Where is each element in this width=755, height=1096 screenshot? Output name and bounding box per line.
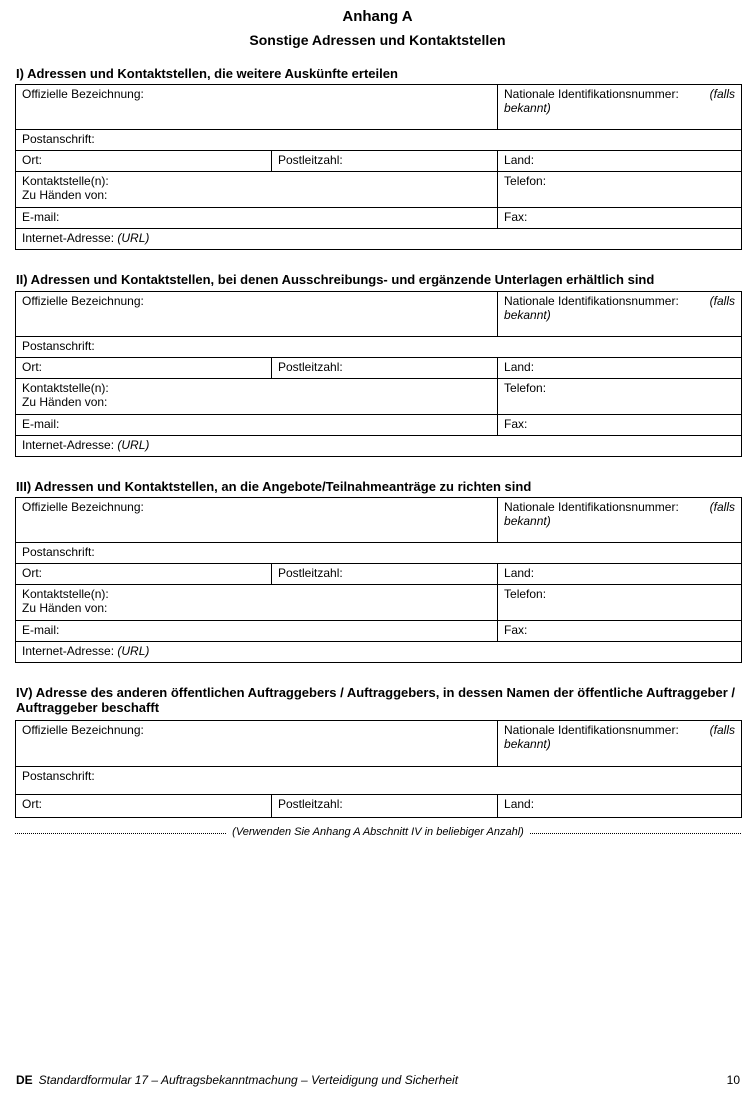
postal-code-label: Postleitzahl: bbox=[278, 797, 343, 811]
fax-field[interactable] bbox=[498, 415, 742, 436]
section-2-heading: II) Adressen und Kontaktstellen, bei denen Ausschreibungs- und ergänzende Unterlagen erhältlich sind bbox=[16, 272, 655, 287]
official-name-field[interactable] bbox=[16, 85, 498, 130]
postal-address-label: Postanschrift: bbox=[22, 132, 95, 146]
footer-lang: DE bbox=[16, 1073, 33, 1087]
url-note: (URL) bbox=[117, 438, 150, 452]
email-field[interactable] bbox=[16, 415, 498, 436]
contact-point-label: Kontaktstelle(n): bbox=[22, 174, 109, 188]
footer-title-block bbox=[16, 1073, 458, 1087]
email-label: E-mail: bbox=[22, 417, 60, 431]
postal-code-field[interactable] bbox=[272, 358, 498, 379]
national-id-text: Nationale Identifikationsnummer: bbox=[504, 500, 679, 514]
official-name-field[interactable] bbox=[16, 292, 498, 337]
page-subtitle: Sonstige Adressen und Kontaktstellen bbox=[249, 32, 506, 48]
contact-point-label: Kontaktstelle(n): bbox=[22, 587, 109, 601]
postal-address-field[interactable] bbox=[16, 337, 742, 358]
dotted-leader-right bbox=[530, 833, 741, 834]
dotted-leader-left bbox=[15, 833, 226, 834]
contact-point-label: Kontaktstelle(n): bbox=[22, 381, 109, 395]
national-id-note-2: bekannt) bbox=[504, 308, 551, 322]
national-id-field[interactable] bbox=[498, 85, 742, 130]
national-id-note-1: (falls bbox=[709, 723, 736, 737]
internet-label: Internet-Adresse: bbox=[22, 438, 115, 452]
telephone-field[interactable] bbox=[498, 172, 742, 208]
country-field[interactable] bbox=[498, 564, 742, 585]
attention-label: Zu Händen von: bbox=[22, 601, 108, 615]
fax-label: Fax: bbox=[504, 623, 528, 637]
official-name-label: Offizielle Bezeichnung: bbox=[22, 500, 144, 514]
page-number: 10 bbox=[726, 1073, 740, 1087]
postal-code-field[interactable] bbox=[272, 151, 498, 172]
attention-label: Zu Händen von: bbox=[22, 395, 108, 409]
internet-label: Internet-Adresse: bbox=[22, 644, 115, 658]
postal-code-label: Postleitzahl: bbox=[278, 360, 343, 374]
telephone-label: Telefon: bbox=[504, 587, 547, 601]
national-id-note-1: (falls bbox=[709, 500, 736, 514]
national-id-label bbox=[504, 294, 735, 308]
country-field[interactable] bbox=[498, 795, 742, 818]
section-4-heading: IV) Adresse des anderen öffentlichen Auftraggebers / Auftraggebers, in dessen Namen der öffentliche Auftraggeber / Auftraggeber beschafft bbox=[16, 685, 735, 715]
section-2-table bbox=[15, 291, 742, 457]
postal-address-label: Postanschrift: bbox=[22, 339, 95, 353]
postal-address-label: Postanschrift: bbox=[22, 769, 95, 783]
national-id-label bbox=[504, 723, 735, 737]
postal-address-field[interactable] bbox=[16, 130, 742, 151]
fax-label: Fax: bbox=[504, 210, 528, 224]
url-note: (URL) bbox=[117, 644, 150, 658]
telephone-field[interactable] bbox=[498, 585, 742, 621]
contact-point-field[interactable] bbox=[16, 379, 498, 415]
town-field[interactable] bbox=[16, 564, 272, 585]
section-1-heading: I) Adressen und Kontaktstellen, die weitere Auskünfte erteilen bbox=[16, 66, 398, 81]
internet-address-field[interactable] bbox=[16, 642, 742, 663]
national-id-text: Nationale Identifikationsnummer: bbox=[504, 87, 679, 101]
contact-point-field[interactable] bbox=[16, 172, 498, 208]
official-name-label: Offizielle Bezeichnung: bbox=[22, 294, 144, 308]
telephone-label: Telefon: bbox=[504, 174, 547, 188]
town-label: Ort: bbox=[22, 566, 42, 580]
national-id-text: Nationale Identifikationsnummer: bbox=[504, 294, 679, 308]
postal-address-field[interactable] bbox=[16, 767, 742, 795]
email-label: E-mail: bbox=[22, 623, 60, 637]
national-id-field[interactable] bbox=[498, 292, 742, 337]
page-title: Anhang A bbox=[342, 8, 413, 25]
town-label: Ort: bbox=[22, 797, 42, 811]
country-field[interactable] bbox=[498, 358, 742, 379]
national-id-label bbox=[504, 87, 735, 101]
section-4-table bbox=[15, 720, 742, 818]
page-footer bbox=[16, 1073, 740, 1087]
national-id-note-2: bekannt) bbox=[504, 737, 551, 751]
postal-code-field[interactable] bbox=[272, 795, 498, 818]
town-label: Ort: bbox=[22, 360, 42, 374]
email-field[interactable] bbox=[16, 621, 498, 642]
contact-point-field[interactable] bbox=[16, 585, 498, 621]
url-note: (URL) bbox=[117, 231, 150, 245]
repeat-note-line bbox=[15, 826, 741, 838]
telephone-field[interactable] bbox=[498, 379, 742, 415]
fax-field[interactable] bbox=[498, 208, 742, 229]
official-name-field[interactable] bbox=[16, 721, 498, 767]
country-label: Land: bbox=[504, 360, 535, 374]
section-1-table bbox=[15, 84, 742, 250]
internet-label: Internet-Adresse: bbox=[22, 231, 115, 245]
internet-address-field[interactable] bbox=[16, 436, 742, 457]
national-id-note-2: bekannt) bbox=[504, 101, 551, 115]
footer-form-title: Standardformular 17 – Auftragsbekanntmachung – Verteidigung und Sicherheit bbox=[38, 1073, 459, 1087]
postal-code-field[interactable] bbox=[272, 564, 498, 585]
town-label: Ort: bbox=[22, 153, 42, 167]
telephone-label: Telefon: bbox=[504, 381, 547, 395]
section-3-table bbox=[15, 497, 742, 663]
email-field[interactable] bbox=[16, 208, 498, 229]
repeat-note: (Verwenden Sie Anhang A Abschnitt IV in beliebiger Anzahl) bbox=[232, 826, 524, 838]
national-id-field[interactable] bbox=[498, 721, 742, 767]
country-label: Land: bbox=[504, 566, 535, 580]
official-name-field[interactable] bbox=[16, 498, 498, 543]
town-field[interactable] bbox=[16, 795, 272, 818]
country-field[interactable] bbox=[498, 151, 742, 172]
official-name-label: Offizielle Bezeichnung: bbox=[22, 723, 144, 737]
country-label: Land: bbox=[504, 797, 535, 811]
attention-label: Zu Händen von: bbox=[22, 188, 108, 202]
internet-address-field[interactable] bbox=[16, 229, 742, 250]
country-label: Land: bbox=[504, 153, 535, 167]
town-field[interactable] bbox=[16, 358, 272, 379]
national-id-note-1: (falls bbox=[709, 87, 736, 101]
postal-code-label: Postleitzahl: bbox=[278, 566, 343, 580]
national-id-text: Nationale Identifikationsnummer: bbox=[504, 723, 679, 737]
postal-address-field[interactable] bbox=[16, 543, 742, 564]
postal-code-label: Postleitzahl: bbox=[278, 153, 343, 167]
town-field[interactable] bbox=[16, 151, 272, 172]
national-id-note-2: bekannt) bbox=[504, 514, 551, 528]
email-label: E-mail: bbox=[22, 210, 60, 224]
postal-address-label: Postanschrift: bbox=[22, 545, 95, 559]
national-id-note-1: (falls bbox=[709, 294, 736, 308]
official-name-label: Offizielle Bezeichnung: bbox=[22, 87, 144, 101]
national-id-field[interactable] bbox=[498, 498, 742, 543]
national-id-label bbox=[504, 500, 735, 514]
fax-label: Fax: bbox=[504, 417, 528, 431]
section-3-heading: III) Adressen und Kontaktstellen, an die Angebote/Teilnahmeanträge zu richten sind bbox=[16, 479, 532, 494]
fax-field[interactable] bbox=[498, 621, 742, 642]
